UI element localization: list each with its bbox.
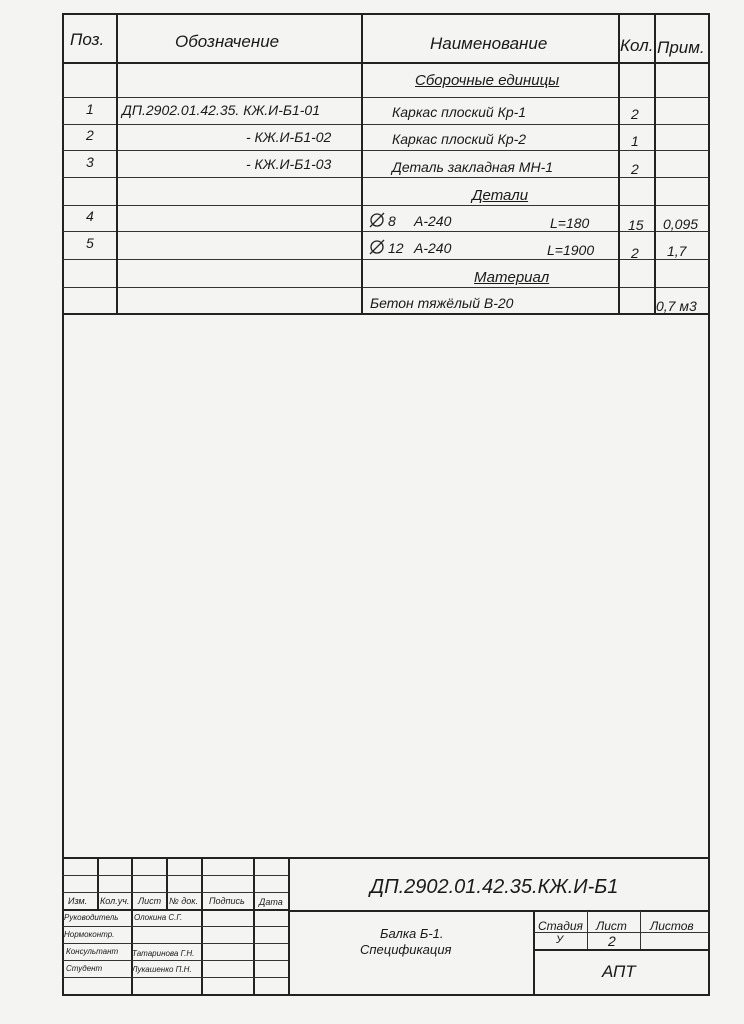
- row4-steel: A-240: [414, 213, 452, 229]
- title-row-line: [63, 960, 288, 961]
- title-col-line: [533, 911, 535, 995]
- title-row-line: [63, 875, 288, 876]
- col-izm: Изм.: [68, 896, 88, 906]
- header-qty: Кол.: [620, 36, 654, 55]
- material-note: 0,7 м3: [656, 298, 697, 314]
- title-col-line: [587, 911, 588, 949]
- title-col-line: [166, 858, 168, 910]
- row2-name: Каркас плоский Кр-2: [392, 131, 527, 147]
- organization: АПТ: [602, 962, 636, 981]
- sheet-label: Лист: [596, 919, 627, 933]
- row3-name: Деталь закладная МН-1: [392, 159, 554, 175]
- material-name: Бетон тяжёлый В-20: [370, 295, 514, 311]
- title-row-line: [63, 909, 288, 911]
- row-line: [63, 150, 709, 151]
- title-col-line: [288, 858, 290, 995]
- sheets-label: Листов: [650, 919, 694, 933]
- row-line: [63, 259, 709, 260]
- person-supervisor: Олокина С.Г.: [134, 913, 183, 922]
- stage-value: У: [556, 934, 564, 946]
- row-line: [63, 231, 709, 232]
- row2-qty: 1: [631, 133, 639, 149]
- role-supervisor: Руководитель: [64, 913, 119, 922]
- sheet-value: 2: [608, 933, 616, 949]
- title-row-line: [63, 977, 288, 978]
- row1-qty: 2: [631, 106, 639, 122]
- section-material: Материал: [474, 269, 550, 286]
- role-student: Студент: [66, 964, 103, 973]
- col-date: Дата: [259, 897, 283, 907]
- row4-note: 0,095: [663, 216, 699, 232]
- row2-pos: 2: [86, 127, 94, 143]
- person-student: Лукашенко П.Н.: [132, 965, 192, 974]
- diameter-icon: [369, 239, 385, 255]
- header-note: Прим.: [657, 38, 705, 57]
- col-kol-uch: Кол.уч.: [100, 896, 130, 906]
- col-list: Лист: [138, 896, 162, 906]
- diameter-icon: [369, 212, 385, 228]
- header-pos: Поз.: [70, 30, 105, 49]
- header-name: Наименование: [430, 34, 548, 53]
- row5-diameter: 12: [388, 240, 404, 256]
- row5-qty: 2: [631, 245, 639, 261]
- row4-diameter: 8: [388, 213, 396, 229]
- row4-qty: 15: [628, 217, 644, 233]
- row5-note: 1,7: [667, 243, 687, 259]
- row3-qty: 2: [631, 161, 639, 177]
- row1-designation: ДП.2902.01.42.35. КЖ.И-Б1-01: [122, 102, 320, 118]
- row4-pos: 4: [86, 208, 94, 224]
- row3-designation: - КЖ.И-Б1-03: [246, 156, 332, 172]
- title-row-line: [289, 910, 709, 912]
- title-row-line: [63, 943, 288, 944]
- row2-designation: - КЖ.И-Б1-02: [246, 129, 332, 145]
- row5-length: L=1900: [547, 242, 595, 258]
- role-normocontrol: Нормоконтр.: [64, 930, 115, 939]
- person-consultant: Татаринова Г.Н.: [132, 949, 195, 958]
- row-line: [63, 287, 709, 288]
- title-col-line: [640, 911, 641, 949]
- drawing-frame: [62, 13, 710, 996]
- table-bottom-line: [63, 313, 709, 315]
- title-line-2: Спецификация: [360, 942, 452, 957]
- col-line: [618, 14, 620, 314]
- section-parts: Детали: [472, 187, 529, 204]
- row3-pos: 3: [86, 154, 94, 170]
- document-code: ДП.2902.01.42.35.КЖ.И-Б1: [370, 876, 619, 898]
- title-col-line: [97, 858, 99, 910]
- title-line-1: Балка Б-1.: [380, 926, 444, 941]
- row-line: [63, 124, 709, 125]
- row5-steel: A-240: [414, 240, 452, 256]
- col-line: [361, 14, 363, 314]
- col-doc-no: № док.: [169, 896, 198, 906]
- row4-length: L=180: [550, 215, 590, 231]
- row-line: [63, 97, 709, 98]
- row-line: [63, 205, 709, 206]
- header-bottom-line: [63, 62, 709, 64]
- row-line: [63, 177, 709, 178]
- title-row-line: [63, 926, 288, 927]
- title-block-top-line: [63, 857, 709, 859]
- role-consultant: Консультант: [66, 947, 119, 956]
- col-line: [654, 14, 656, 314]
- title-row-line: [63, 892, 288, 893]
- row1-pos: 1: [86, 101, 94, 117]
- row5-pos: 5: [86, 235, 94, 251]
- section-assembly: Сборочные единицы: [415, 72, 560, 89]
- header-designation: Обозначение: [175, 32, 280, 51]
- stage-label: Стадия: [538, 919, 583, 933]
- title-row-line: [534, 949, 709, 951]
- row1-name: Каркас плоский Кр-1: [392, 104, 527, 120]
- col-sign: Подпись: [209, 896, 245, 906]
- col-line: [116, 14, 118, 314]
